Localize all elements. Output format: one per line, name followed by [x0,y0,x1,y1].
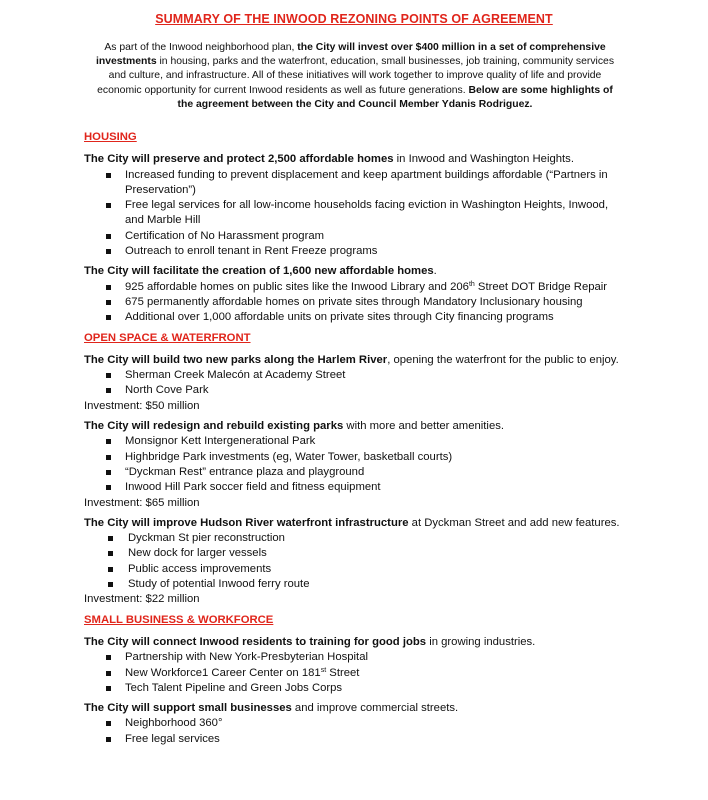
parks-lead [84,353,629,368]
list-item [84,368,629,383]
bullet-icon [108,582,113,587]
list-item-text: Partnership with New York-Presbyterian Hospital [125,651,368,664]
open-space-section [84,331,629,608]
list-item-text: Monsignor Kett Intergenerational Park [125,435,316,448]
redesign-lead-rest: with more and better amenities. [343,420,505,433]
list-item-text: Inwood Hill Park soccer field and fitness equipment [125,481,381,494]
intro-bold-1: the City will invest over $400 million in a set of comprehensive investments [95,42,606,68]
preserve-lead-bold: The City will preserve and protect 2,500 affordable homes [84,153,394,166]
bullet-icon [106,721,111,726]
list-item [84,383,629,398]
list-item-text: Free legal services [125,732,220,745]
list-item [84,531,629,546]
bullet-icon [106,315,111,320]
bullet-icon [106,485,111,490]
hudson-investment: Investment: $22 million [84,593,200,606]
parks-block [84,353,629,414]
list-item-text: 925 affordable homes on public sites like the Inwood Library and 206 [125,280,469,293]
intro-text-2: in housing, parks and the waterfront, education, small businesses, job training, community services and culture, and infrastructure. All of these initiatives will work together to improve quality of life and provide economic opportunity for current Inwood residents as well as future generations. [97,56,615,96]
training-list [84,650,629,696]
list-item-text: New dock for larger vessels [128,547,267,560]
training-block [84,635,629,696]
training-lead-rest: in growing industries. [426,635,536,648]
support-lead-rest: and improve commercial streets. [291,702,459,715]
create-block [84,264,629,325]
bullet-icon [106,388,111,393]
list-item-text: Increased funding to prevent displacement and keep apartment buildings affordable (“Partners in Preservation”) [125,168,608,196]
bullet-icon [106,737,111,742]
list-item [84,198,629,229]
list-item-text: Neighborhood 360° [125,717,223,730]
create-lead-bold: The City will facilitate the creation of 1,600 new affordable homes [84,265,434,278]
list-item [84,465,629,480]
list-item [84,450,629,465]
parks-lead-rest: , opening the waterfront for the public to enjoy. [387,353,619,366]
redesign-lead-bold: The City will redesign and rebuild existing parks [84,420,344,433]
parks-investment: Investment: $50 million [84,399,200,412]
bullet-icon [106,686,111,691]
preserve-block [84,152,629,259]
support-lead [84,701,629,716]
list-item-text: New Workforce1 Career Center on 181 [125,666,321,679]
list-item-text: “Dyckman Rest” entrance plaza and playground [125,465,365,478]
hudson-list [84,531,629,592]
bullet-icon [106,671,111,676]
list-item [84,716,629,731]
list-item-text: Highbridge Park investments (eg, Water Tower, basketball courts) [125,450,453,463]
bullet-icon [106,655,111,660]
bullet-icon [108,536,113,541]
list-item [84,480,629,495]
list-item [84,434,629,449]
bullet-icon [108,551,113,556]
support-list [84,716,629,747]
preserve-list [84,168,629,260]
list-item [84,666,629,681]
hudson-lead [84,516,629,531]
list-item-text: Public access improvements [128,562,272,575]
intro-bold-2: Below are some highlights of the agreement between the City and Council Member Ydanis Rodriguez. [177,84,613,110]
bullet-icon [106,470,111,475]
small-business-heading: SMALL BUSINESS & WORKFORCE [84,613,274,626]
redesign-block [84,419,629,511]
list-item-text-end: Street DOT Bridge Repair [474,280,608,293]
list-item-text: Outreach to enroll tenant in Rent Freeze programs [125,245,378,258]
bullet-icon [106,455,111,460]
redesign-investment: Investment: $65 million [84,496,200,509]
hudson-lead-bold: The City will improve Hudson River waterfront infrastructure [84,516,409,529]
intro-text-1: As part of the Inwood neighborhood plan, [104,42,298,53]
list-item [84,650,629,665]
list-item-text: Certification of No Harassment program [125,229,325,242]
list-item [84,295,629,310]
list-item [84,546,629,561]
preserve-lead-rest: in Inwood and Washington Heights. [393,153,574,166]
list-item-text: North Cove Park [125,384,209,397]
bullet-icon [106,373,111,378]
create-lead [84,264,629,279]
support-lead-bold: The City will support small businesses [84,702,292,715]
bullet-icon [106,234,111,239]
training-lead [84,635,629,650]
document-body [84,130,629,752]
list-item [84,244,629,259]
redesign-lead [84,419,629,434]
list-item [84,732,629,747]
parks-list [84,368,629,399]
list-item-text: Study of potential Inwood ferry route [128,578,310,591]
list-item-text: Dyckman St pier reconstruction [128,532,285,545]
bullet-icon [106,173,111,178]
ordinal-suffix: th [468,280,475,288]
preserve-lead [84,152,629,167]
list-item [84,280,629,295]
bullet-icon [106,439,111,444]
bullet-icon [106,285,111,290]
list-item [84,229,629,244]
parks-lead-bold: The City will build two new parks along the Harlem River [84,353,388,366]
list-item-text: Sherman Creek Malecón at Academy Street [125,369,346,382]
bullet-icon [106,249,111,254]
housing-section [84,130,629,326]
list-item [84,168,629,199]
list-item-text-end: Street [326,666,360,679]
redesign-list [84,434,629,495]
intro-paragraph [90,41,620,112]
ordinal-suffix: st [320,666,327,674]
hudson-block [84,516,629,608]
list-item [84,562,629,577]
bullet-icon [108,567,113,572]
hudson-lead-rest: at Dyckman Street and add new features. [408,516,620,529]
document-title: SUMMARY OF THE INWOOD REZONING POINTS OF AGREEMENT [155,12,553,26]
list-item-text: Tech Talent Pipeline and Green Jobs Corps [125,681,343,694]
create-list [84,280,629,326]
small-business-section [84,613,629,747]
list-item [84,577,629,592]
list-item-text: 675 permanently affordable homes on private sites through Mandatory Inclusionary housing [125,295,583,308]
list-item [84,310,629,325]
list-item-text: Additional over 1,000 affordable units on private sites through City financing programs [125,311,554,324]
training-lead-bold: The City will connect Inwood residents to training for good jobs [84,635,427,648]
create-lead-rest: . [433,265,437,278]
list-item [84,681,629,696]
support-block [84,701,629,747]
housing-heading: HOUSING [84,131,137,143]
bullet-icon [106,203,111,208]
bullet-icon [106,300,111,305]
list-item-text: Free legal services for all low-income households facing eviction in Washington Heights, Inwood, and Marble Hill [125,199,609,227]
open-space-heading: OPEN SPACE & WATERFRONT [84,331,251,344]
